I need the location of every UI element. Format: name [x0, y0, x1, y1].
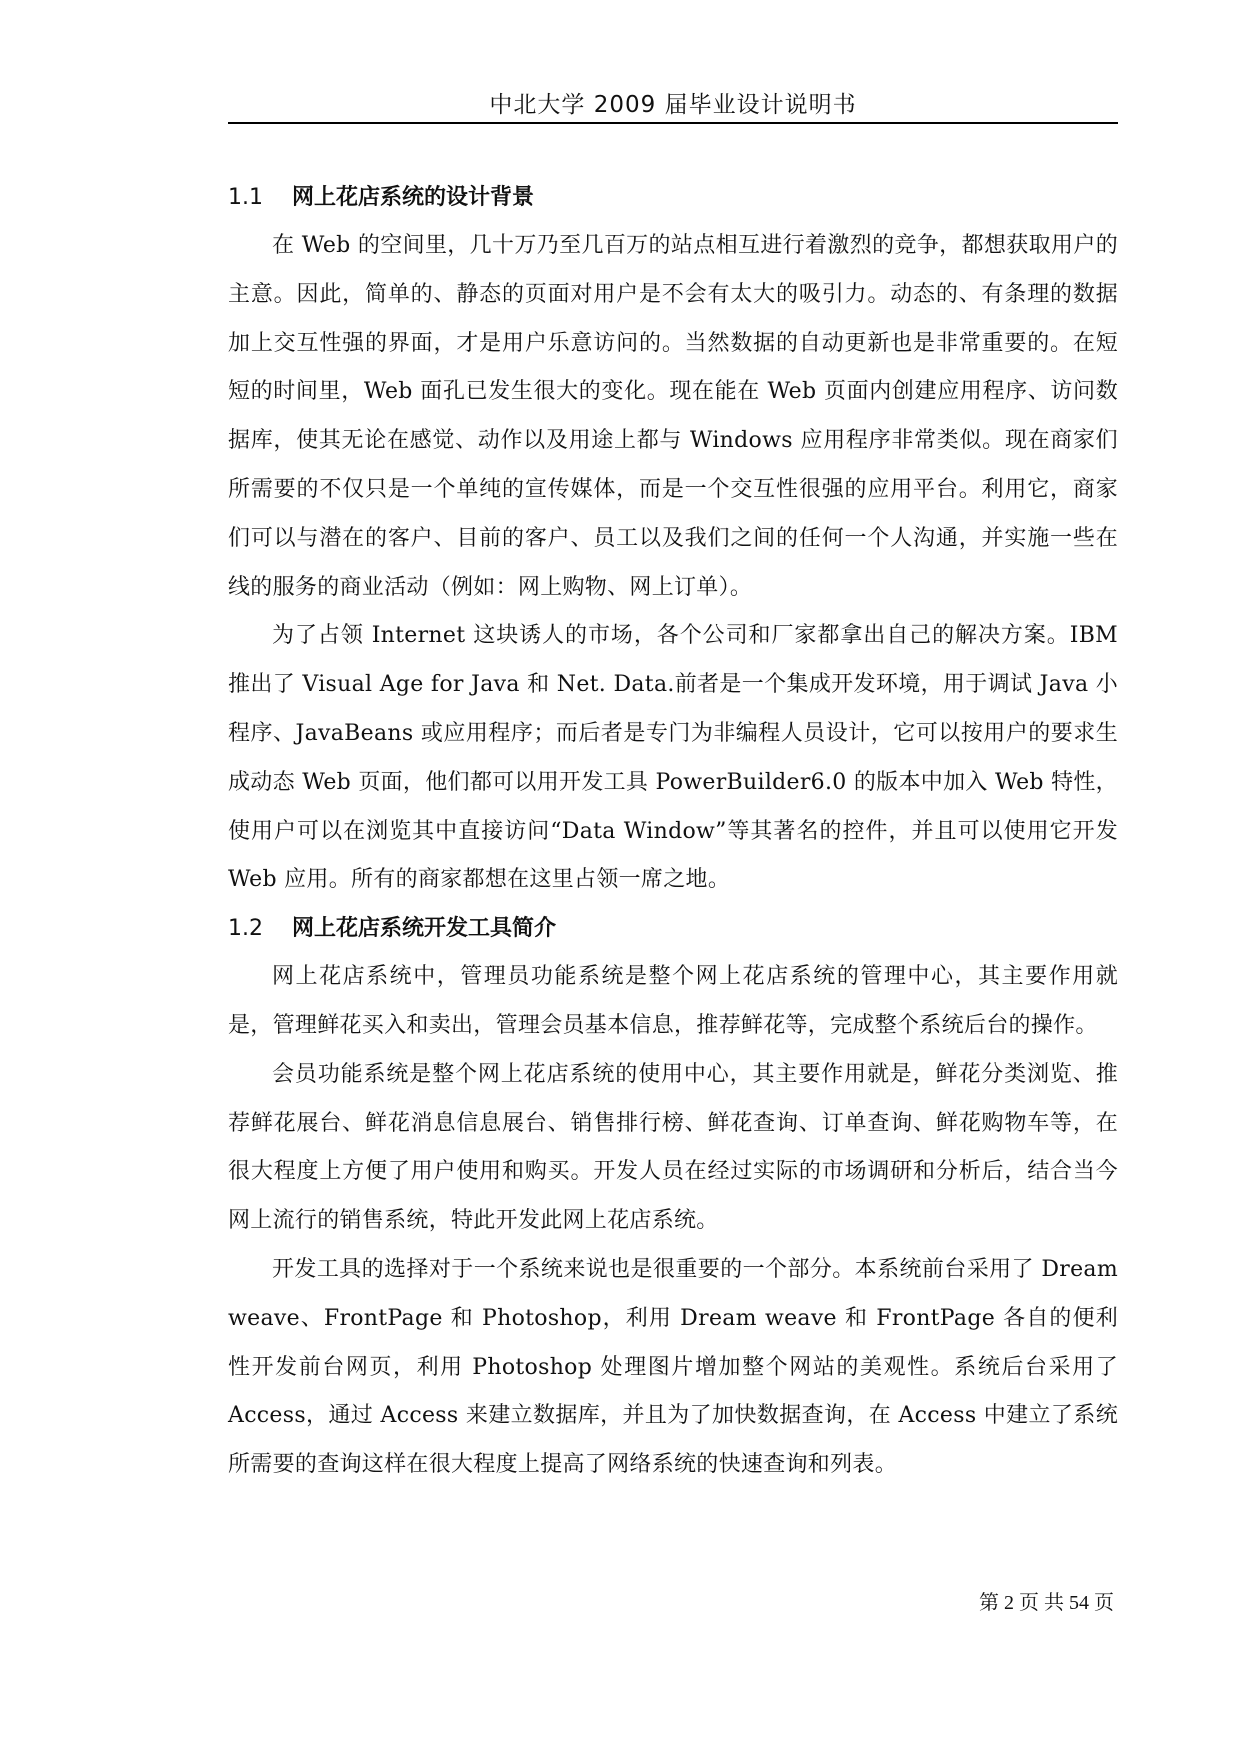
paragraph: 网上花店系统中，管理员功能系统是整个网上花店系统的管理中心，其主要作用就是，管理鲜花买入和卖出，管理会员基本信息，推荐鲜花等，完成整个系统后台的操作。 [228, 964, 1118, 1038]
section-title: 网上花店系统的设计背景 [292, 185, 535, 210]
page-number: 第 2 页 共 54 页 [979, 1592, 1114, 1614]
paragraph: 在 Web 的空间里，几十万乃至几百万的站点相互进行着激烈的竞争，都想获取用户的主意。因此，简单的、静态的页面对用户是不会有太大的吸引力。动态的、有条理的数据加上交互性强的界面，才是用户乐意访问的。当然数据的自动更新也是非常重要的。在短短的时间里，Web 面孔已发生很大的变化。现在能在 Web 页面内创建应用程序、访问数据库，使其无论在感觉、动作以及用途上都与 Windows 应用程序非常类似。现在商家们所需要的不仅只是一个单纯的宣传媒体，而是一个交互性很强的应用平台。利用它，商家们可以与潜在的客户、目前的客户、员工以及我们之间的任何一个人沟通，并实施一些在线的服务的商业活动（例如：网上购物、网上订单）。 [228, 233, 1118, 600]
section-title: 网上花店系统开发工具简介 [292, 916, 557, 942]
paragraph: 会员功能系统是整个网上花店系统的使用中心，其主要作用就是，鲜花分类浏览、推荐鲜花展台、鲜花消息信息展台、销售排行榜、鲜花查询、订单查询、鲜花购物车等，在很大程度上方便了用户使用和购买。开发人员在经过实际的市场调研和分析后，结合当今网上流行的销售系统，特此开发此网上花店系统。 [228, 1061, 1118, 1234]
section-number: 1.2 [228, 916, 263, 942]
section-1-1 [228, 174, 1118, 905]
section-heading [228, 905, 1118, 953]
paragraph: 为了占领 Internet 这块诱人的市场，各个公司和厂家都拿出自己的解决方案。IBM 推出了 Visual Age for Java 和 Net. Data.前者是一个集成开发环境，用于调试 Java 小程序、JavaBeans 或应用程序；而后者是专门为非编程人员设计，它可以按用户的要求生成动态 Web 页面，他们都可以用开发工具 PowerBuilder6.0 的版本中加入 Web 特性，使用户可以在浏览其中直接访问“Data Window”等其著名的控件，并且可以使用它开发 Web 应用。所有的商家都想在这里占领一席之地。 [228, 623, 1118, 893]
page-header-title: 中北大学 2009 届毕业设计说明书 [489, 92, 857, 118]
document-body [228, 174, 1118, 1490]
section-heading [228, 174, 1118, 222]
section-1-2 [228, 905, 1118, 1490]
paragraph: 开发工具的选择对于一个系统来说也是很重要的一个部分。本系统前台采用了 Dream weave、FrontPage 和 Photoshop，利用 Dream weave 和 FrontPage 各自的便利性开发前台网页，利用 Photoshop 处理图片增加整个网站的美观性。系统后台采用了 Access，通过 Access 来建立数据库，并且为了加快数据查询，在 Access 中建立了系统所需要的查询这样在很大程度上提高了网络系统的快速查询和列表。 [228, 1256, 1118, 1478]
section-number: 1.1 [228, 185, 263, 210]
header-rule [228, 122, 1118, 124]
